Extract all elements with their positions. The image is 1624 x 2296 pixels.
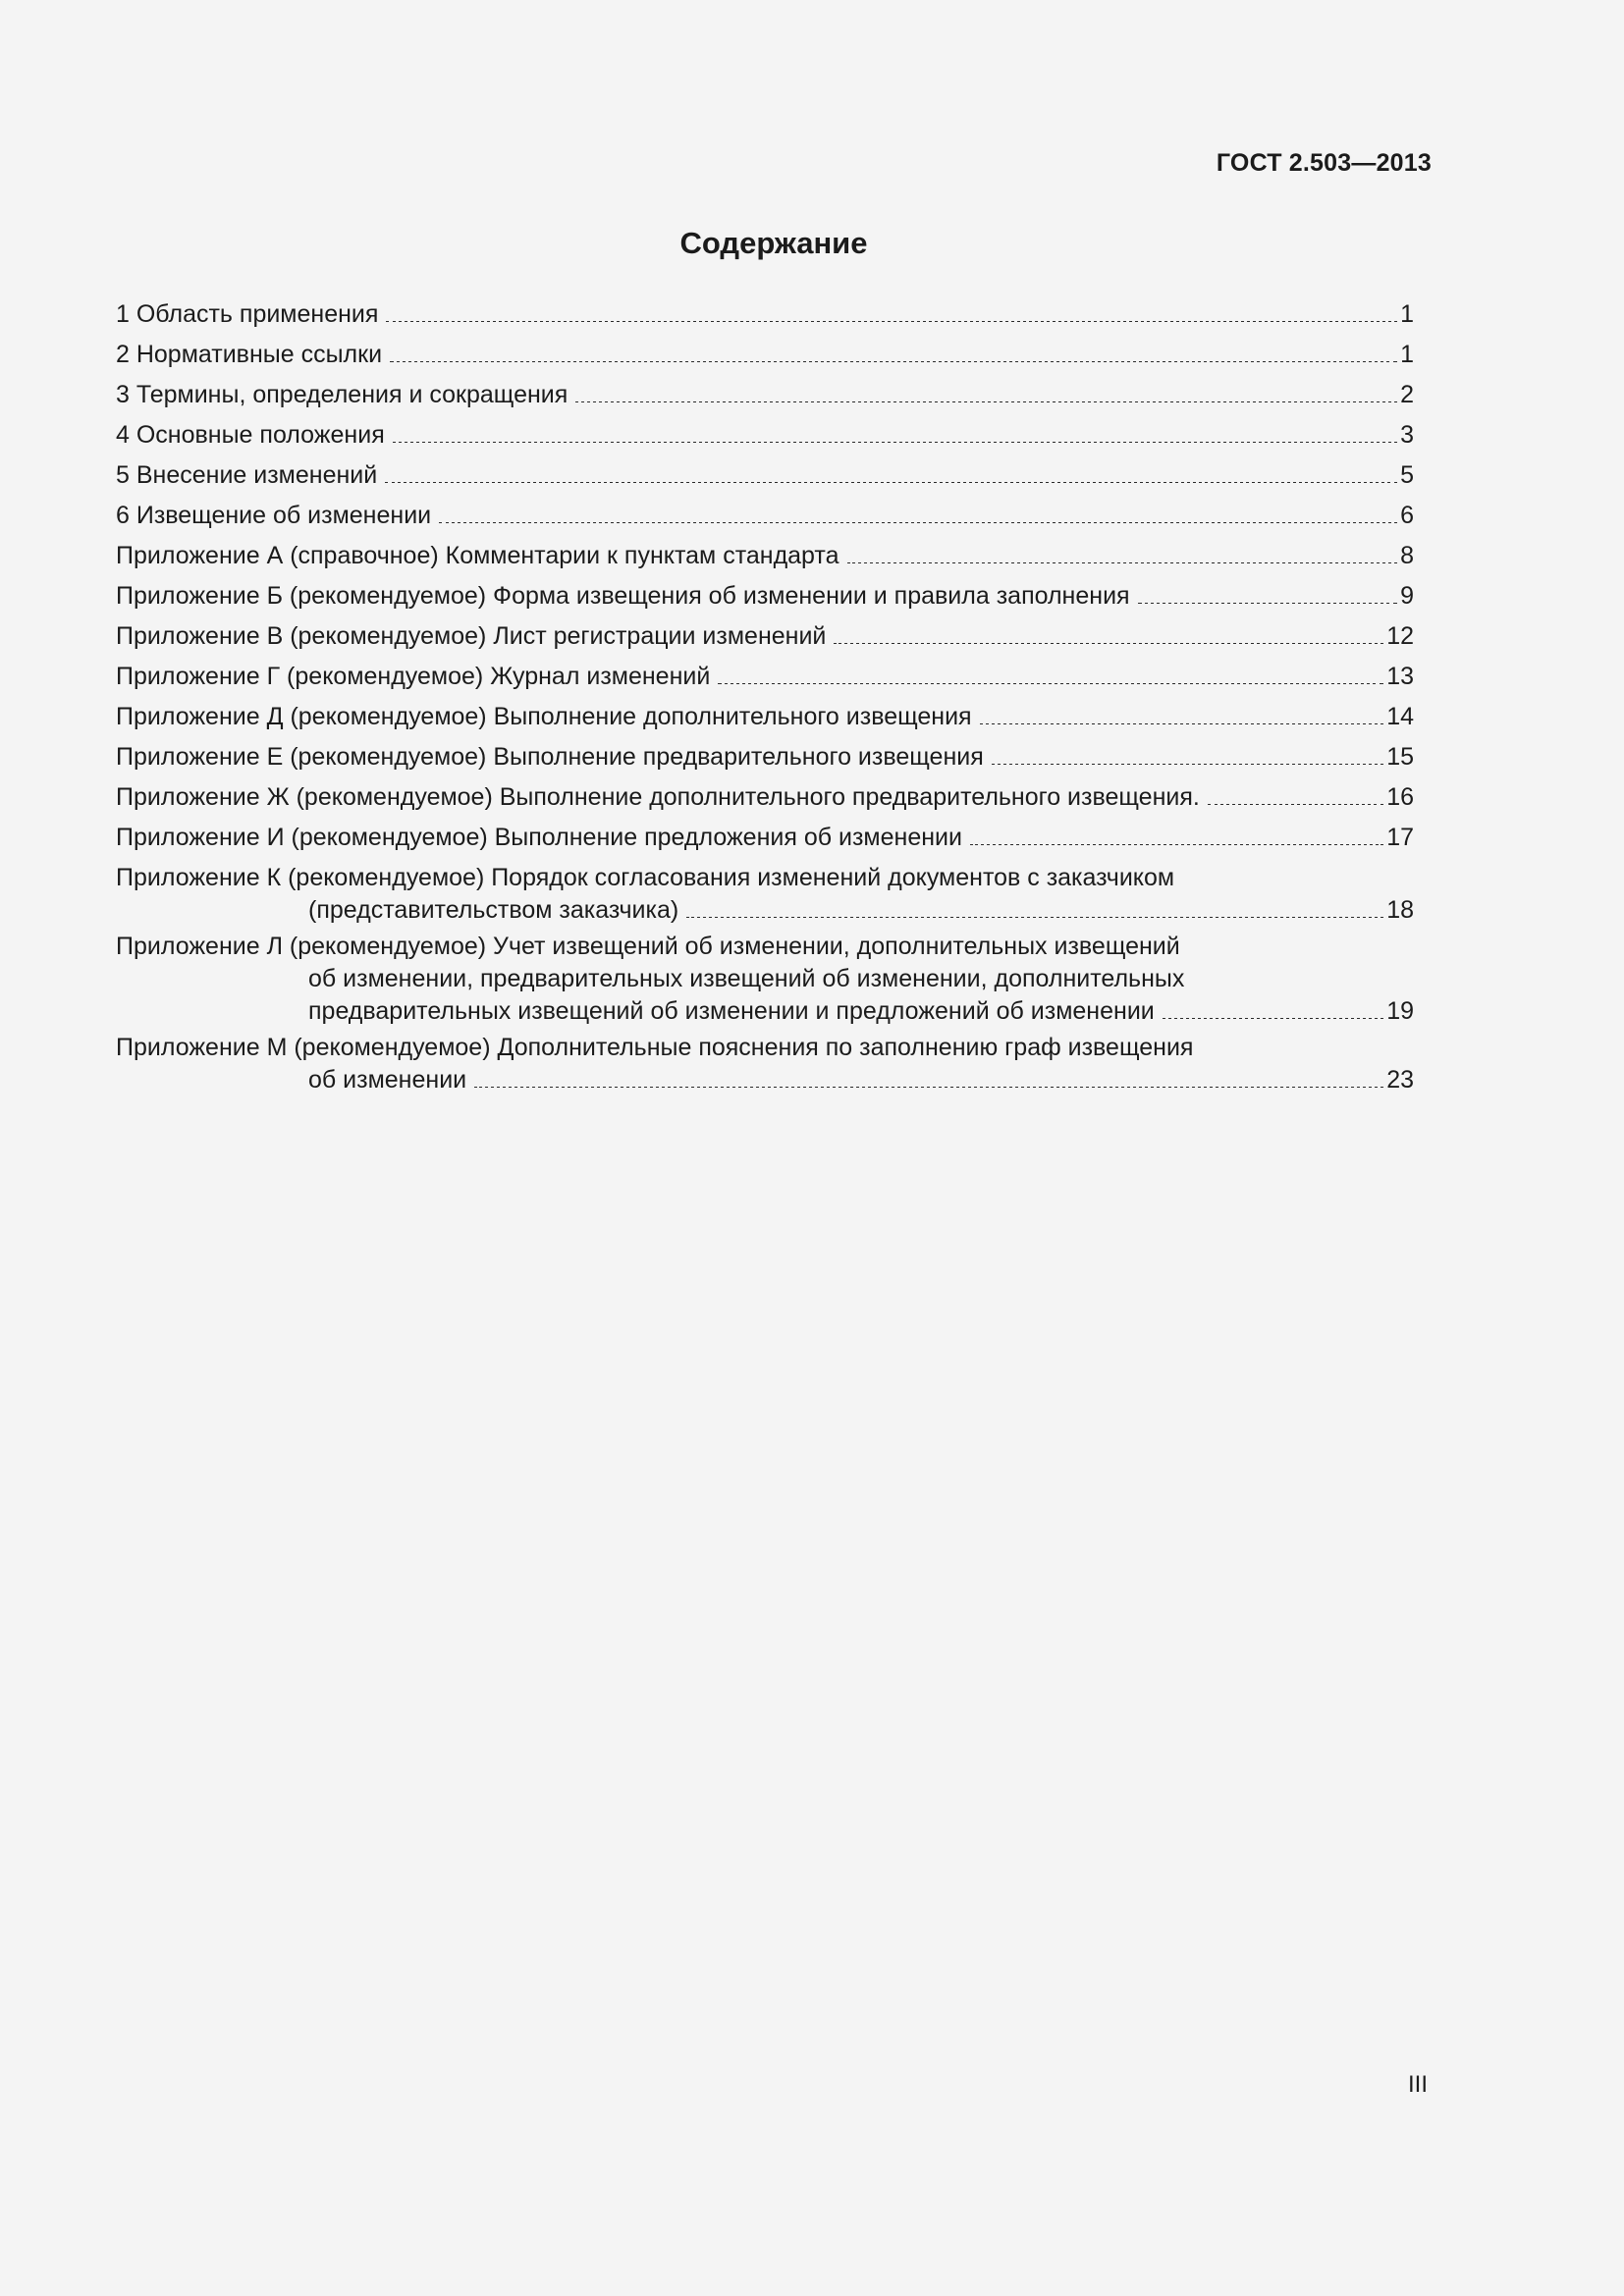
dot-leader [970,843,1383,845]
table-of-contents [116,294,1414,1100]
toc-entry-page-number: 19 [1386,997,1414,1025]
toc-entry-title: 6 Извещение об изменении [116,502,432,529]
toc-entry [116,818,1414,858]
toc-entry-line [116,657,1414,697]
toc-entry [116,862,1414,927]
toc-entry-line [116,455,1414,496]
toc-entry-title: об изменении, предварительных извещений об изменении, дополнительных [308,965,1185,992]
toc-entry-title: об изменении [308,1066,467,1094]
toc-entry [116,1032,1414,1096]
dot-leader [393,441,1397,443]
dot-leader [834,642,1383,644]
dot-leader [386,320,1397,322]
toc-entry-page-number: 15 [1386,743,1414,771]
toc-entry-title: Приложение Д (рекомендуемое) Выполнение дополнительного извещения [116,703,972,730]
toc-entry [116,737,1414,777]
toc-entry [116,496,1414,536]
toc-entry-title: Приложение Л (рекомендуемое) Учет извещений об изменении, дополнительных извещений [116,933,1180,960]
dot-leader [575,400,1397,402]
toc-entry-line [116,335,1414,375]
toc-entry-page-number: 1 [1400,300,1414,328]
toc-entry-title: 3 Термины, определения и сокращения [116,381,568,408]
toc-entry-title: Приложение А (справочное) Комментарии к пунктам стандарта [116,542,839,569]
toc-entry-line [116,777,1414,818]
toc-entry [116,777,1414,818]
dot-leader [992,763,1383,765]
page-number: III [1407,2071,1428,2098]
toc-entry-page-number: 12 [1386,622,1414,650]
toc-entry-page-number: 13 [1386,663,1414,690]
toc-entry-title: 4 Основные положения [116,421,385,449]
toc-entry-line [116,536,1414,576]
toc-entry-line [116,737,1414,777]
toc-entry [116,335,1414,375]
toc-entry-title: Приложение Е (рекомендуемое) Выполнение предварительного извещения [116,743,984,771]
document-number: ГОСТ 2.503—2013 [1216,149,1432,177]
toc-entry [116,455,1414,496]
toc-entry [116,657,1414,697]
toc-entry-title: Приложение Г (рекомендуемое) Журнал изменений [116,663,711,690]
toc-entry-title: предварительных извещений об изменении и предложений об изменении [308,997,1155,1025]
toc-entry [116,415,1414,455]
toc-entry-line [116,862,1414,894]
toc-entry-title: Приложение И (рекомендуемое) Выполнение предложения об изменении [116,824,962,851]
toc-entry-line [116,616,1414,657]
toc-entry-page-number: 9 [1400,582,1414,610]
toc-entry-line [116,1032,1414,1064]
toc-entry-line [116,576,1414,616]
toc-entry-continuation-line [116,894,1414,927]
toc-entry [116,375,1414,415]
toc-entry [116,576,1414,616]
toc-entry-page-number: 14 [1386,703,1414,730]
toc-entry-title: Приложение Ж (рекомендуемое) Выполнение дополнительного предварительного извещения. [116,783,1200,811]
dot-leader [980,722,1384,724]
toc-entry-line [116,375,1414,415]
dot-leader [718,682,1383,684]
toc-entry-line [116,931,1414,963]
toc-entry-page-number: 8 [1400,542,1414,569]
toc-entry-continuation-line [116,963,1414,995]
toc-entry-title: 5 Внесение изменений [116,461,378,489]
toc-entry-title: Приложение Б (рекомендуемое) Форма извещения об изменении и правила заполнения [116,582,1130,610]
dot-leader [439,521,1397,523]
toc-entry-line [116,496,1414,536]
page-title: Содержание [679,226,868,260]
toc-entry [116,616,1414,657]
dot-leader [1208,803,1383,805]
toc-entry-continuation-line [116,1064,1414,1096]
toc-entry-title: Приложение М (рекомендуемое) Дополнительные пояснения по заполнению граф извещения [116,1034,1194,1061]
dot-leader [385,481,1397,483]
toc-entry-title: 2 Нормативные ссылки [116,341,383,368]
dot-leader [686,916,1383,918]
toc-entry-title: 1 Область применения [116,300,379,328]
dot-leader [1138,602,1398,604]
toc-entry-page-number: 5 [1400,461,1414,489]
toc-entry-page-number: 17 [1386,824,1414,851]
toc-entry-page-number: 2 [1400,381,1414,408]
dot-leader [390,360,1397,362]
toc-entry-page-number: 23 [1386,1066,1414,1094]
toc-entry-page-number: 18 [1386,896,1414,924]
toc-entry-title: (представительством заказчика) [308,896,679,924]
toc-entry-page-number: 6 [1400,502,1414,529]
toc-entry-title: Приложение К (рекомендуемое) Порядок согласования изменений документов с заказчиком [116,864,1175,891]
toc-entry-line [116,294,1414,335]
toc-entry [116,697,1414,737]
toc-entry [116,536,1414,576]
toc-entry-continuation-line [116,995,1414,1028]
toc-entry-line [116,818,1414,858]
toc-entry [116,294,1414,335]
toc-entry-title: Приложение В (рекомендуемое) Лист регистрации изменений [116,622,827,650]
toc-entry-page-number: 3 [1400,421,1414,449]
toc-entry-page-number: 16 [1386,783,1414,811]
toc-entry-page-number: 1 [1400,341,1414,368]
toc-entry [116,931,1414,1028]
dot-leader [1163,1017,1383,1019]
dot-leader [847,561,1398,563]
toc-entry-line [116,697,1414,737]
toc-entry-line [116,415,1414,455]
dot-leader [474,1086,1383,1088]
